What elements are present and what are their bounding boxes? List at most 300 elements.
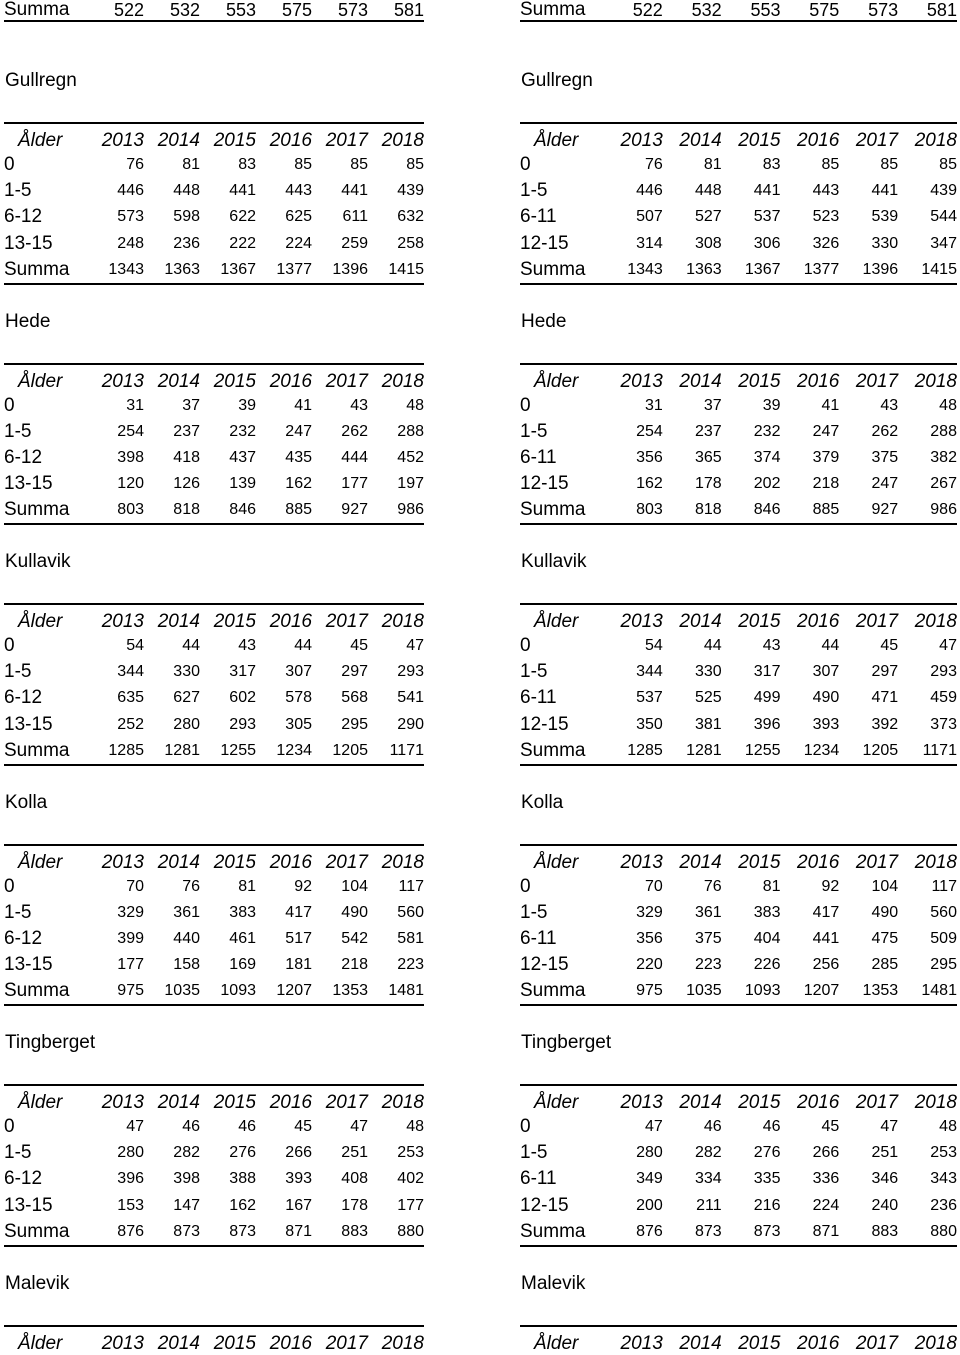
- cell: 158: [173, 956, 200, 974]
- table-row: [520, 231, 957, 257]
- cell: 253: [397, 1144, 424, 1162]
- cell: 44: [821, 637, 840, 655]
- header-year: 2018: [381, 1092, 424, 1113]
- cell: 1093: [220, 982, 256, 1000]
- cell: 282: [173, 1144, 200, 1162]
- cell: 162: [285, 475, 312, 493]
- cell: 448: [694, 182, 722, 200]
- cell: 147: [173, 1196, 200, 1214]
- cell: 581: [926, 0, 957, 20]
- cell: 54: [645, 637, 663, 655]
- cell: 927: [871, 501, 899, 519]
- cell: 92: [294, 877, 312, 895]
- cell: 525: [694, 689, 722, 707]
- cell: 871: [285, 1222, 312, 1240]
- row-label: 12-15: [520, 1194, 569, 1216]
- age-table: [520, 122, 957, 285]
- cell: 392: [871, 715, 899, 733]
- cell: 532: [691, 0, 722, 20]
- cell: 295: [341, 715, 368, 733]
- cell: 223: [397, 956, 424, 974]
- row-label: Summa: [4, 499, 70, 521]
- cell: 104: [871, 877, 899, 895]
- row-label: Summa: [520, 1220, 586, 1242]
- cell: 329: [636, 903, 663, 921]
- header-year: 2015: [213, 370, 256, 392]
- table-row: [4, 1140, 424, 1166]
- cell: 1285: [627, 741, 663, 759]
- table-row: [4, 393, 424, 419]
- cell: 522: [113, 0, 144, 20]
- cell: 344: [636, 663, 663, 681]
- row-label: 1-5: [4, 1142, 32, 1164]
- cell: 202: [753, 475, 781, 493]
- cell: 448: [173, 182, 200, 200]
- cell: 1377: [803, 260, 840, 278]
- cell: 435: [285, 448, 312, 466]
- cell: 254: [117, 422, 144, 440]
- cell: 388: [229, 1170, 256, 1188]
- table-header: [4, 122, 424, 152]
- cell: 297: [341, 663, 368, 681]
- cell: 885: [812, 501, 840, 519]
- header-year: 2013: [620, 611, 663, 632]
- header-year: 2016: [269, 851, 312, 873]
- cell: 329: [117, 903, 144, 921]
- cell: 162: [636, 475, 663, 493]
- cell: 1367: [744, 260, 781, 278]
- cell: 627: [173, 689, 200, 707]
- cell: 975: [636, 982, 663, 1000]
- header-year: 2016: [269, 1092, 312, 1113]
- table-row: [4, 926, 424, 952]
- header-year: 2018: [914, 611, 957, 632]
- cell: 1363: [164, 260, 200, 278]
- area-title: Malevik: [5, 1272, 70, 1294]
- header-year: 2017: [855, 851, 899, 873]
- table-row: [520, 874, 957, 900]
- header-year: 2015: [213, 130, 256, 151]
- table-row: [520, 738, 957, 766]
- cell: 39: [238, 396, 256, 414]
- cell: 356: [636, 929, 663, 947]
- row-label: 6-11: [520, 927, 557, 949]
- cell: 602: [229, 689, 256, 707]
- row-label: Summa: [520, 0, 586, 20]
- cell: 70: [645, 877, 663, 895]
- cell: 47: [350, 1118, 368, 1136]
- cell: 167: [285, 1196, 312, 1214]
- cell: 126: [173, 475, 200, 493]
- cell: 398: [117, 448, 144, 466]
- cell: 846: [753, 501, 781, 519]
- cell: 46: [762, 1118, 781, 1136]
- table-row: [520, 633, 957, 659]
- cell: 314: [636, 234, 663, 252]
- row-label: 6-11: [520, 206, 557, 228]
- table-row: [4, 152, 424, 178]
- header-year: 2017: [325, 1092, 368, 1113]
- table-header: [520, 122, 957, 152]
- cell: 396: [117, 1170, 144, 1188]
- cell: 177: [341, 475, 368, 493]
- row-label: Summa: [4, 1220, 70, 1242]
- row-label: Summa: [520, 739, 586, 761]
- row-label: 0: [520, 875, 531, 897]
- table-row: [520, 900, 957, 926]
- cell: 871: [812, 1222, 840, 1240]
- header-year: 2014: [157, 611, 200, 632]
- cell: 280: [173, 715, 200, 733]
- header-year: 2017: [855, 370, 899, 392]
- row-label: 6-12: [4, 1168, 43, 1190]
- cell: 347: [930, 234, 957, 252]
- cell: 45: [350, 637, 368, 655]
- cell: 226: [753, 956, 781, 974]
- header-year: 2018: [381, 370, 424, 392]
- cell: 883: [341, 1222, 368, 1240]
- area-title: Gullregn: [5, 70, 77, 91]
- cell: 475: [871, 929, 899, 947]
- cell: 256: [812, 956, 840, 974]
- cell: 373: [930, 715, 957, 733]
- cell: 1234: [803, 741, 840, 759]
- header-year: 2013: [620, 370, 663, 392]
- header-year: 2015: [213, 851, 256, 873]
- cell: 334: [694, 1170, 722, 1188]
- header-year: 2013: [620, 851, 663, 873]
- cell: 317: [753, 663, 781, 681]
- cell: 803: [636, 501, 663, 519]
- cell: 523: [812, 208, 840, 226]
- cell: 169: [229, 956, 256, 974]
- cell: 47: [406, 637, 424, 655]
- cell: 452: [397, 448, 424, 466]
- cell: 1415: [921, 260, 957, 278]
- header-year: 2014: [679, 611, 722, 632]
- header-year: 2015: [738, 851, 781, 873]
- header-year: 2018: [914, 1332, 957, 1354]
- table-row: [520, 978, 957, 1006]
- row-label: 6-11: [520, 687, 557, 709]
- cell: 330: [173, 663, 200, 681]
- cell: 1281: [164, 741, 200, 759]
- header-year: 2017: [855, 611, 899, 632]
- header-year: 2016: [797, 370, 840, 392]
- row-label: 0: [4, 875, 15, 897]
- cell: 399: [117, 929, 144, 947]
- cell: 276: [753, 1144, 781, 1162]
- table-row: [4, 419, 424, 445]
- cell: 85: [294, 156, 312, 174]
- cell: 441: [753, 182, 781, 200]
- cell: 876: [117, 1222, 144, 1240]
- row-label: 0: [520, 154, 531, 176]
- age-table: [4, 1084, 424, 1247]
- cell: 880: [397, 1222, 424, 1240]
- cell: 553: [225, 0, 256, 20]
- table-header: [520, 603, 957, 633]
- cell: 81: [762, 877, 781, 895]
- cell: 139: [229, 475, 256, 493]
- table-header: [520, 363, 957, 393]
- area-title: Tingberget: [5, 1032, 96, 1053]
- table-row: [520, 1193, 957, 1219]
- header-year: 2015: [738, 130, 781, 151]
- cell: 573: [868, 0, 899, 20]
- header-year: 2014: [679, 130, 722, 151]
- cell: 211: [696, 1196, 722, 1214]
- table-row: [4, 178, 424, 204]
- cell: 307: [812, 663, 840, 681]
- cell: 573: [337, 0, 368, 20]
- cell: 317: [229, 663, 256, 681]
- cell: 47: [126, 1118, 144, 1136]
- header-year: 2015: [738, 611, 781, 632]
- cell: 85: [821, 156, 840, 174]
- cell: 1353: [332, 982, 368, 1000]
- cell: 305: [285, 715, 312, 733]
- cell: 803: [117, 501, 144, 519]
- table-row: [4, 685, 424, 711]
- cell: 44: [182, 637, 200, 655]
- row-label: 6-12: [4, 687, 43, 709]
- cell: 1377: [276, 260, 312, 278]
- header-year: 2014: [157, 1332, 200, 1354]
- cell: 542: [341, 929, 368, 947]
- row-label: 1-5: [4, 661, 32, 683]
- cell: 439: [397, 182, 424, 200]
- row-label: 13-15: [4, 1194, 53, 1216]
- cell: 361: [694, 903, 722, 921]
- row-label: 0: [520, 394, 531, 416]
- cell: 1234: [276, 741, 312, 759]
- header-age: Ålder: [18, 851, 63, 873]
- cell: 350: [636, 715, 663, 733]
- header-year: 2014: [157, 130, 200, 151]
- cell: 1207: [276, 982, 312, 1000]
- header-year: 2017: [855, 1092, 899, 1113]
- cell: 285: [871, 956, 899, 974]
- header-year: 2014: [679, 370, 722, 392]
- cell: 293: [930, 663, 957, 681]
- cell: 293: [397, 663, 424, 681]
- cell: 885: [285, 501, 312, 519]
- cell: 611: [342, 208, 368, 226]
- cell: 48: [939, 1118, 957, 1136]
- cell: 44: [703, 637, 722, 655]
- table-header: [4, 844, 424, 874]
- cell: 222: [229, 234, 256, 252]
- cell: 177: [397, 1196, 424, 1214]
- area-title: Hede: [5, 310, 51, 332]
- cell: 197: [397, 475, 424, 493]
- row-label: 1-5: [4, 420, 32, 442]
- cell: 252: [117, 715, 144, 733]
- cell: 216: [753, 1196, 781, 1214]
- table-row: [4, 712, 424, 738]
- cell: 1363: [686, 260, 722, 278]
- header-year: 2013: [620, 1332, 663, 1354]
- cell: 266: [285, 1144, 312, 1162]
- row-label: 6-12: [4, 206, 43, 228]
- header-year: 2014: [157, 370, 200, 392]
- cell: 346: [871, 1170, 899, 1188]
- table-row: [520, 393, 957, 419]
- cell: 439: [930, 182, 957, 200]
- cell: 181: [285, 956, 312, 974]
- header-year: 2015: [213, 611, 256, 632]
- cell: 247: [812, 422, 840, 440]
- row-label: 1-5: [520, 901, 548, 923]
- row-label: Summa: [4, 258, 70, 280]
- cell: 444: [341, 448, 368, 466]
- row-label: Summa: [4, 0, 70, 20]
- header-year: 2013: [101, 851, 144, 873]
- area-title: Gullregn: [521, 70, 593, 91]
- header-age: Ålder: [18, 370, 63, 392]
- cell: 47: [645, 1118, 663, 1136]
- row-label: 13-15: [4, 954, 53, 976]
- cell: 48: [406, 396, 424, 414]
- age-table: [520, 603, 957, 766]
- table-row: [4, 257, 424, 285]
- row-label: 1-5: [4, 901, 32, 923]
- cell: 459: [930, 689, 957, 707]
- cell: 365: [694, 448, 722, 466]
- table-row: [4, 445, 424, 471]
- cell: 437: [229, 448, 256, 466]
- cell: 326: [812, 234, 840, 252]
- cell: 632: [397, 208, 424, 226]
- table-row: [520, 419, 957, 445]
- table-header: [4, 603, 424, 633]
- row-label: Summa: [520, 980, 586, 1002]
- cell: 846: [229, 501, 256, 519]
- cell: 443: [812, 182, 840, 200]
- cell: 104: [341, 877, 368, 895]
- cell: 975: [117, 982, 144, 1000]
- table-row: [520, 1114, 957, 1140]
- cell: 267: [930, 475, 957, 493]
- header-year: 2016: [269, 611, 312, 632]
- cell: 1281: [686, 741, 722, 759]
- row-label: 6-12: [4, 446, 43, 468]
- row-label: 13-15: [4, 232, 53, 254]
- cell: 178: [694, 475, 722, 493]
- cell: 251: [341, 1144, 368, 1162]
- cell: 443: [285, 182, 312, 200]
- cell: 47: [939, 637, 957, 655]
- cell: 251: [871, 1144, 899, 1162]
- cell: 441: [871, 182, 899, 200]
- cell: 178: [341, 1196, 368, 1214]
- header-year: 2014: [157, 851, 200, 873]
- cell: 335: [753, 1170, 781, 1188]
- header-year: 2018: [914, 851, 957, 873]
- age-table: [4, 122, 424, 285]
- row-label: 6-12: [4, 927, 43, 949]
- table-header: [4, 1325, 424, 1355]
- age-table: [520, 363, 957, 526]
- header-year: 2017: [325, 851, 368, 873]
- cell: 46: [703, 1118, 722, 1136]
- cell: 1035: [164, 982, 200, 1000]
- cell: 293: [229, 715, 256, 733]
- cell: 81: [182, 156, 200, 174]
- header-year: 2015: [213, 1092, 256, 1113]
- row-label: 0: [520, 1116, 531, 1138]
- cell: 441: [341, 182, 368, 200]
- row-label: 12-15: [520, 954, 569, 976]
- cell: 361: [173, 903, 200, 921]
- table-row: [520, 471, 957, 497]
- cell: 404: [753, 929, 781, 947]
- cell: 393: [812, 715, 840, 733]
- header-age: Ålder: [18, 130, 63, 151]
- table-header: [4, 1084, 424, 1114]
- cell: 381: [694, 715, 722, 733]
- cell: 336: [812, 1170, 840, 1188]
- cell: 1481: [921, 982, 957, 1000]
- cell: 1205: [862, 741, 899, 759]
- cell: 581: [397, 929, 424, 947]
- table-row: [520, 497, 957, 525]
- cell: 253: [930, 1144, 957, 1162]
- cell: 573: [117, 208, 144, 226]
- cell: 76: [182, 877, 200, 895]
- cell: 517: [285, 929, 312, 947]
- area-title: Kullavik: [5, 551, 71, 572]
- cell: 37: [703, 396, 722, 414]
- cell: 262: [871, 422, 899, 440]
- cell: 76: [703, 877, 722, 895]
- table-row: [4, 900, 424, 926]
- cell: 1481: [388, 982, 424, 1000]
- row-label: 6-11: [520, 1168, 557, 1190]
- header-year: 2016: [797, 851, 840, 873]
- cell: 344: [117, 663, 144, 681]
- table-row: [520, 1166, 957, 1192]
- cell: 41: [821, 396, 840, 414]
- cell: 282: [694, 1144, 722, 1162]
- table-row: [4, 471, 424, 497]
- cell: 295: [930, 956, 957, 974]
- cell: 490: [871, 903, 899, 921]
- cell: 45: [880, 637, 899, 655]
- cell: 1285: [108, 741, 144, 759]
- header-year: 2018: [381, 130, 424, 151]
- cell: 259: [341, 234, 368, 252]
- table-row: [4, 1193, 424, 1219]
- row-label: 6-11: [520, 446, 557, 468]
- cell: 48: [939, 396, 957, 414]
- cell: 1415: [388, 260, 424, 278]
- table-header: [520, 844, 957, 874]
- cell: 1343: [627, 260, 663, 278]
- row-label: 0: [4, 394, 15, 416]
- cell: 280: [636, 1144, 663, 1162]
- cell: 45: [294, 1118, 312, 1136]
- header-year: 2016: [269, 130, 312, 151]
- header-age: Ålder: [18, 611, 63, 632]
- cell: 522: [632, 0, 663, 20]
- header-year: 2014: [679, 1332, 722, 1354]
- cell: 343: [930, 1170, 957, 1188]
- header-year: 2018: [381, 611, 424, 632]
- cell: 927: [341, 501, 368, 519]
- header-year: 2015: [738, 370, 781, 392]
